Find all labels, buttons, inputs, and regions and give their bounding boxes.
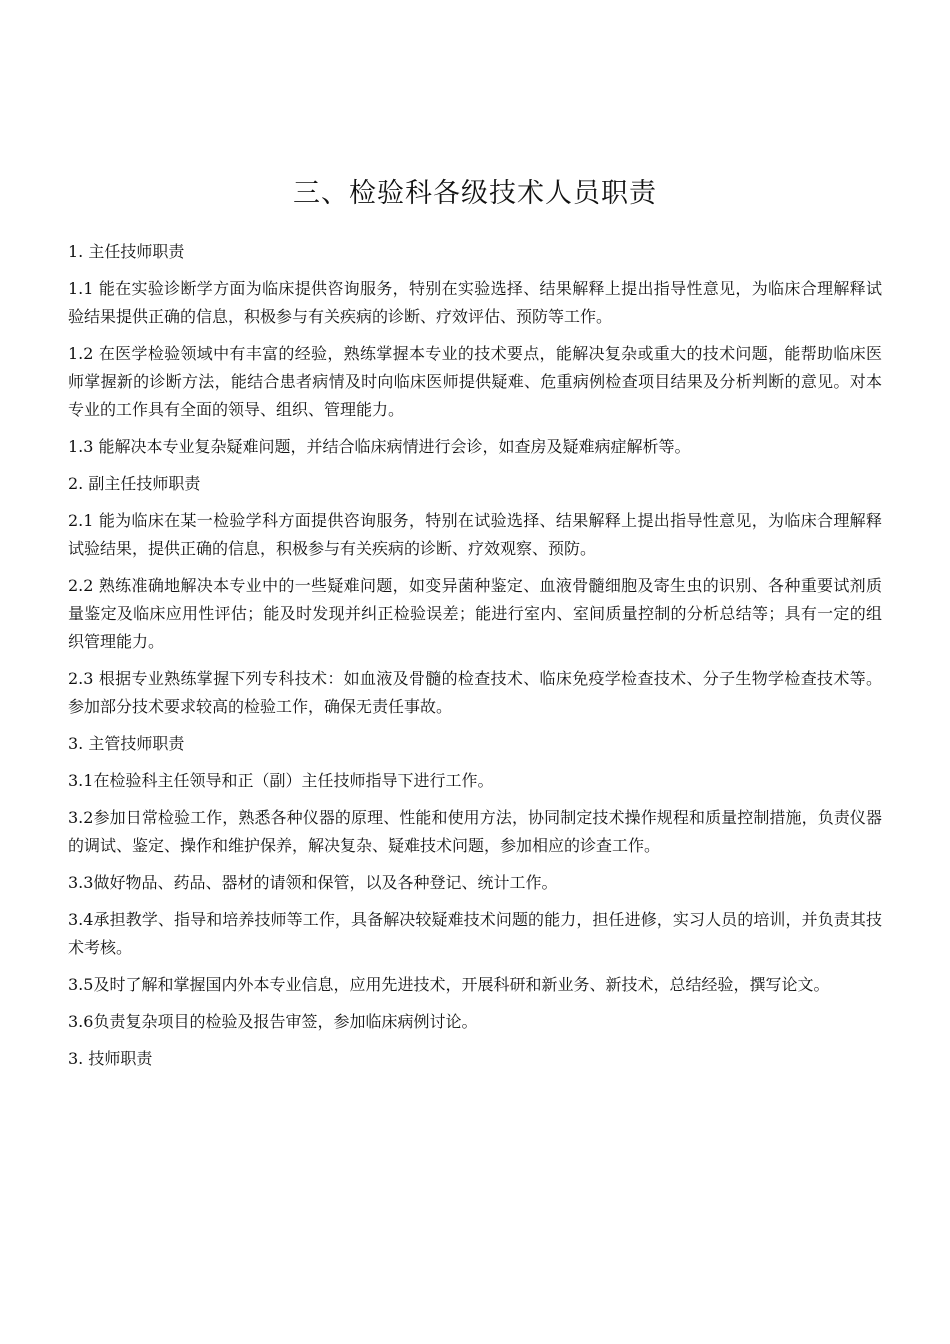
paragraph-1-1: 1.1 能在实验诊断学方面为临床提供咨询服务，特别在实验选择、结果解释上提出指导性意见，为临床合理解释试验结果提供正确的信息，积极参与有关疾病的诊断、疗效评估、预防等工作。 [68, 279, 882, 326]
paragraph-3-4: 3.4承担教学、指导和培养技师等工作，具备解决较疑难技术问题的能力，担任进修，实习人员的培训，并负责其技术考核。 [68, 910, 882, 957]
section-heading-2: 2. 副主任技师职责 [68, 474, 201, 493]
paragraph-3-2: 3.2参加日常检验工作，熟悉各种仪器的原理、性能和使用方法，协同制定技术操作规程和质量控制措施，负责仪器的调试、鉴定、操作和维护保养，解决复杂、疑难技术问题，参加相应的诊查工作。 [68, 808, 882, 855]
paragraph-3-6: 3.6负责复杂项目的检验及报告审签，参加临床病例讨论。 [68, 1012, 478, 1031]
paragraph-1-3: 1.3 能解决本专业复杂疑难问题，并结合临床病情进行会诊，如查房及疑难病症解析等。 [68, 437, 691, 456]
section-heading-4: 3. 技师职责 [68, 1049, 153, 1068]
paragraph-2-1: 2.1 能为临床在某一检验学科方面提供咨询服务，特别在试验选择、结果解释上提出指导性意见，为临床合理解释试验结果，提供正确的信息，积极参与有关疾病的诊断、疗效观察、预防。 [68, 511, 882, 558]
section-heading-1: 1. 主任技师职责 [68, 242, 185, 261]
paragraph-2-3: 2.3 根据专业熟练掌握下列专科技术：如血液及骨髓的检查技术、临床免疫学检查技术、分子生物学检查技术等。参加部分技术要求较高的检验工作，确保无责任事故。 [68, 669, 882, 716]
paragraph-3-3: 3.3做好物品、药品、器材的请领和保管，以及各种登记、统计工作。 [68, 873, 558, 892]
document-body [68, 238, 882, 1082]
paragraph-3-1: 3.1在检验科主任领导和正（副）主任技师指导下进行工作。 [68, 771, 494, 790]
page-title: 三、检验科各级技术人员职责 [293, 178, 657, 209]
paragraph-3-5: 3.5及时了解和掌握国内外本专业信息，应用先进技术，开展科研和新业务、新技术，总结经验，撰写论文。 [68, 975, 830, 994]
paragraph-2-2: 2.2 熟练准确地解决本专业中的一些疑难问题，如变异菌种鉴定、血液骨髓细胞及寄生虫的识别、各种重要试剂质量鉴定及临床应用性评估；能及时发现并纠正检验误差；能进行室内、室间质量控制的分析总结等；具有一定的组织管理能力。 [68, 576, 882, 651]
section-heading-3: 3. 主管技师职责 [68, 734, 185, 753]
paragraph-1-2: 1.2 在医学检验领域中有丰富的经验，熟练掌握本专业的技术要点，能解决复杂或重大的技术问题，能帮助临床医师掌握新的诊断方法，能结合患者病情及时向临床医师提供疑难、危重病例检查项目结果及分析判断的意见。对本专业的工作具有全面的领导、组织、管理能力。 [68, 344, 882, 419]
